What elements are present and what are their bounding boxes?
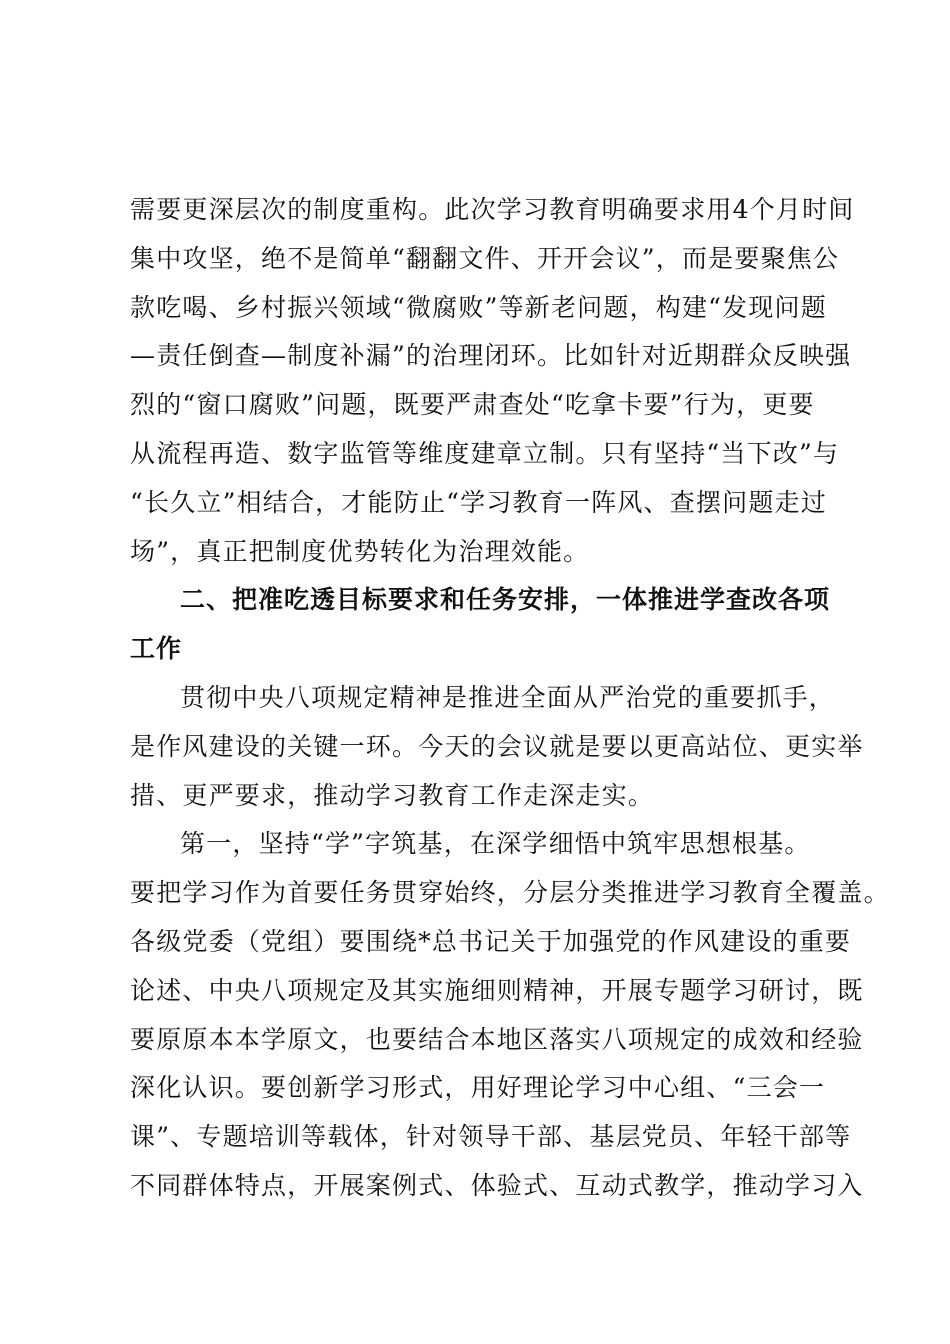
text-line: 各级党委（党组）要围绕*总书记关于加强党的作风建设的重要: [130, 926, 852, 956]
text-line: 是作风建设的关键一环。今天的会议就是要以更高站位、更实举: [130, 731, 864, 761]
section-heading: 二、把准吃透目标要求和任务安排，一体推进学查改各项: [180, 585, 831, 615]
text-line: 深化认识。要创新学习形式，用好理论学习中心组、“三会一: [130, 1073, 826, 1103]
paragraph-first-line: 贯彻中央八项规定精神是推进全面从严治党的重要抓手，: [180, 682, 836, 712]
document-body: [130, 186, 890, 1211]
text-line: 课”、专题培训等载体，针对领导干部、基层党员、年轻干部等: [130, 1122, 852, 1152]
text-line: 集中攻坚，绝不是简单“翻翻文件、开开会议”，而是要聚焦公: [130, 243, 840, 273]
text-line: 论述、中央八项规定及其实施细则精神，开展专题学习研讨，既: [130, 975, 864, 1005]
paragraph-first-line: 第一，坚持“学”字筑基，在深学细悟中筑牢思想根基。: [180, 829, 811, 859]
text-line: 要把学习作为首要任务贯穿始终，分层分类推进学习教育全覆盖。: [130, 878, 890, 908]
text-line: 烈的“窗口腐败”问题，既要严肃查处“吃拿卡要”行为，更要: [130, 390, 815, 420]
text-line: 从流程再造、数字监管等维度建章立制。只有坚持“当下改”与: [130, 438, 840, 468]
text-line: —责任倒查—制度补漏”的治理闭环。比如针对近期群众反映强: [130, 341, 852, 371]
section-heading-continued: 工作: [130, 634, 183, 664]
text-line: 要原原本本学原文，也要结合本地区落实八项规定的成效和经验: [130, 1024, 864, 1054]
text-line: 措、更严要求，推动学习教育工作走深走实。: [130, 780, 655, 810]
text-line: 款吃喝、乡村振兴领域“微腐败”等新老问题，构建“发现问题: [130, 292, 827, 322]
text-line: 需要更深层次的制度重构。此次学习教育明确要求用4个月时间: [130, 195, 855, 224]
text-line: “长久立”相结合，才能防止“学习教育一阵风、查摆问题走过: [130, 487, 827, 517]
text-line: 场”，真正把制度优势转化为治理效能。: [130, 536, 590, 566]
text-line: 不同群体特点，开展案例式、体验式、互动式教学，推动学习入: [130, 1170, 864, 1200]
